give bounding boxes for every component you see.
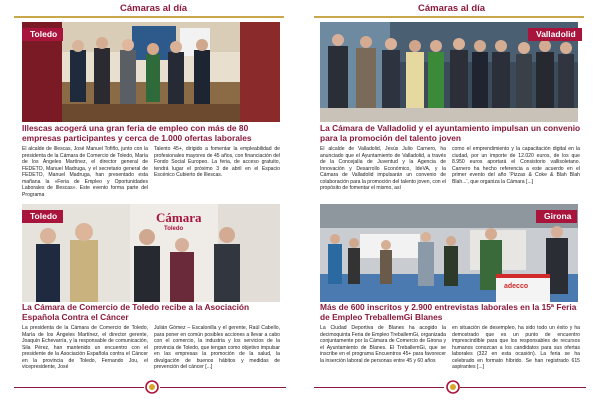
article-body-col1: El alcalde de Valladolid, Jesús Julio Carnero, ha anunciado que el Ayuntamiento de Valladolid, a través de la Concejalía de Juventud y la Agencia de Innovación y Desarrollo Económico, IdeVA, y la Cámara de Valladolid impulsarán un convenio de colaboración para la promoción del talento joven, con el propósito de fomentar el mismo, así [320,146,446,192]
city-tag-valladolid: Valladolid [528,28,582,41]
article-body-col1: La Ciudad Deportiva de Blanes ha acogido la decimoquinta Feria de Empleo TreballemGi, organizada conjuntamente por la Cámara de Comercio de Girona y el Ayuntamiento de Blanes. El TreballemGi, que se inscribe en el programa Encuentros 45+ para favorecer la inserción laboral de personas entre 45 y 60 años [320,325,446,364]
footer-rule-right [460,387,586,388]
footer-rule-left [14,387,144,388]
article-body-col1: El alcalde de Illescas, José Manuel Tofiño, junto con la presidenta de la Cámara de Comercio de Toledo, María de los Ángeles Martínez, el director general de FEDETO, Manuel Madruga, y el secretario general de FEDETO, Manuel Madruga, han presentado esta mañana la «Feria de Empleo y Oportunidades Laborales de Illescas». Este evento forma parte del Programa [22,146,148,198]
city-tag-toledo: Toledo [22,210,63,223]
section-title: Cámaras al día [120,3,188,14]
article-body-col2: Julián Gómez – Escalonilla y el gerente, Raúl Cabello, para poner en común posibles acciones a llevar a cabo con el comercio, la industria y los servicios de la provincia de Toledo, que tengan como objetivo impulsar en las empresas la promoción de la salud, la divulgación de buenos hábitos y medidas de prevención del cáncer [...] [154,325,280,371]
right-page [300,0,600,406]
section-title: Cámaras al día [418,3,486,14]
camara-sign: Cámara [156,210,202,225]
city-tag-toledo: Toledo [22,28,63,41]
adecco-sign: adecco [504,283,529,290]
camara-logo-icon [446,380,460,394]
article-headline: La Cámara de Valladolid y el ayuntamiento impulsan un convenio para la promoción del talento joven [320,123,581,143]
camara-logo-icon [145,380,159,394]
article-headline: Más de 600 inscritos y 2.900 entrevistas laborales en la 15ª Feria de Empleo TreballemGi Blanes [320,302,577,322]
footer-rule-left [314,387,444,388]
header-rule [14,16,284,18]
header-rule [314,16,584,18]
article-body-col2: en situación de desempleo, ha sido todo un éxito y ha demostrado que es un punto de encuentro imprescindible para que los responsables de recursos humanos conozcan a los candidatos para sus ofertas laborales (322 en esta ocasión). La feria se ha celebrado en formato híbrido. Se han registrado 615 aspirantes [...] [452,325,580,371]
article-body-col2: como el emprendimiento y la capacitación digital en la ciudad, por un importe de 12.020 euros, de los que 8.950 euros aportará el Consistorio vallisoletano. Carnero ha hecho referencia a este acuerdo en el primer evento del año 'Pizzas & Coke & Blah Blah Blah...', que organiza la Cámara [...] [452,146,580,185]
article-body-col2: Talento 45+, dirigido a fomentar la empleabilidad de profesionales mayores de 45 años, con financiación del Fondo Social Europeo. La feria, de acceso gratuito, tendrá lugar el próximo 3 de abril en el Espacio Escénico Cubierto de Illescas. [154,146,280,179]
article-body-col1: La presidenta de la Cámara de Comercio de Toledo, María de los Ángeles Martínez, el director gerente, Joaquín Echevarría, y la responsable de comunicación, Sila Pérez, han mantenido un encuentro con el presidente de la Asociación Española contra el Cáncer en la provincia de Toledo, Fernando Jou, el vicepresidente, José [22,325,148,371]
article-headline: Illescas acogerá una gran feria de empleo con más de 80 empresas participantes y cerca de 1.000 ofertas laborales [22,123,252,143]
footer-rule-right [160,387,286,388]
city-tag-girona: Girona [536,210,577,223]
camara-sign-sub: Toledo [164,226,184,232]
article-headline: La Cámara de Comercio de Toledo recibe a la Asociación Española Contra el Cáncer [22,302,250,322]
